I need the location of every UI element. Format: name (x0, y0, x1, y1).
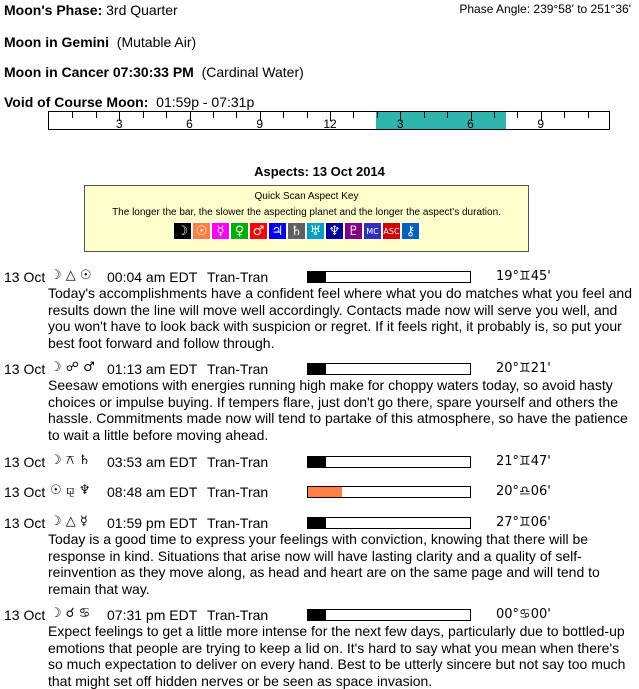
aspect-description: Today is a good time to express your feelings with conviction, knowing that there will be response in kind. Situations that arise now will have lasting clarity and a quality of self-reinvention as they move along, as head and heart are on the same page and will tend to remain that way. (48, 531, 600, 597)
aspect-key-icon: ♆ (325, 222, 344, 240)
aspect-key-icons (173, 222, 420, 240)
timeline-tick (588, 112, 589, 118)
timeline-tick (424, 112, 425, 118)
aspect-duration-fill (308, 457, 326, 467)
aspect-date: 13 Oct (4, 361, 46, 377)
aspect-glyph: ☉ ⚼ ♆ (50, 483, 91, 498)
moon-in-cancer-value: (Cardinal Water) (201, 64, 304, 80)
moon-phase-line (4, 2, 178, 18)
aspect-time: 01:13 am EDT (107, 361, 198, 377)
timeline-tick (143, 112, 144, 118)
aspect-date: 13 Oct (4, 269, 46, 285)
timeline-label: 9 (537, 117, 545, 131)
aspect-description: Seesaw emotions with energies running high make for choppy waters today, so avoid hasty choices or impulse buying. If tempers flare, just don't go there, spare yourself and others the hassle. Commitments made now will tend to partake of this atmosphere, so have the patience to wait a little before moving ahead. (48, 377, 628, 443)
timeline-tick (307, 112, 308, 118)
aspect-position: 27°♊06' (496, 515, 551, 530)
aspect-time: 07:31 pm EDT (107, 607, 198, 623)
aspect-description: Expect feelings to get a little more intense for the next few days, particularly due to bottled-up emotions that people are trying to keep a lid on. It's hard to say what you mean when there's so much expectation to deliver on every hand. Best to be utterly sincere but not say too much that might set off hidden nerves or be seen as space invasion. (48, 623, 626, 689)
aspect-glyph: ☽ △ ☉ (50, 268, 92, 283)
aspect-key-icon: ♀ (230, 222, 249, 240)
aspect-date: 13 Oct (4, 607, 46, 623)
timeline-label: 6 (186, 117, 193, 131)
timeline-tick (283, 112, 284, 118)
moon-in-gemini-line (4, 34, 196, 50)
aspect-key-subtitle: The longer the bar, the slower the aspecting planet and the longer the aspect's duration. (112, 207, 501, 218)
timeline-tick (213, 112, 214, 118)
timeline-tick (377, 112, 378, 118)
void-of-course-line (4, 94, 254, 110)
timeline-label: 9 (256, 117, 264, 131)
void-of-course-span (376, 112, 506, 129)
aspect-key-icon: ⚷ (401, 222, 420, 240)
aspect-key-icon: ♇ (344, 222, 363, 240)
quick-scan-aspect-key (84, 185, 529, 252)
timeline-tick (96, 112, 97, 118)
timeline-label: 3 (396, 117, 404, 131)
moon-in-gemini-label: Moon in Gemini (4, 34, 109, 50)
aspect-type: Tran-Tran (207, 607, 269, 623)
aspect-glyph: ☽ △ ☿ (50, 514, 88, 529)
aspect-key-icon: ♄ (287, 222, 306, 240)
aspect-position: 21°♊47' (496, 454, 551, 469)
aspect-duration-bar (307, 456, 471, 468)
aspect-type: Tran-Tran (207, 515, 269, 531)
timeline-tick (517, 112, 518, 118)
aspect-position: 00°♋00' (496, 607, 551, 622)
aspect-key-icon: ♂ (249, 222, 268, 240)
aspect-duration-fill (308, 518, 326, 528)
aspects-title: Aspects: 13 Oct 2014 (254, 164, 385, 179)
aspect-type: Tran-Tran (207, 484, 269, 500)
aspect-date: 13 Oct (4, 454, 46, 470)
aspect-key-title: Quick Scan Aspect Key (254, 191, 359, 202)
timeline-tick (447, 112, 448, 118)
aspect-time: 08:48 am EDT (107, 484, 198, 500)
aspect-position: 19°♊45' (496, 269, 551, 284)
timeline-tick (353, 112, 354, 118)
aspect-type: Tran-Tran (207, 269, 269, 285)
aspect-duration-fill (308, 364, 326, 374)
phase-angle: Phase Angle: 239°58' to 251°36' (459, 2, 631, 16)
aspect-duration-fill (308, 487, 342, 497)
timeline-label: 3 (115, 117, 123, 131)
aspect-key-icon: ASC (382, 222, 401, 240)
aspect-key-icon: ♃ (268, 222, 287, 240)
moon-in-cancer-line (4, 64, 304, 80)
aspect-date: 13 Oct (4, 484, 46, 500)
aspect-description: Today's accomplishments have a confident feel where what you do matches what you feel and results down the line will move well accordingly. Contacts made now will serve you well, and you won't have to look back with suspicion or regret. If it feels right, it probably is, so put your best foot forward and follow through. (48, 285, 633, 351)
aspect-date: 13 Oct (4, 515, 46, 531)
aspect-glyph: ☽ ☌ ♋ (50, 606, 91, 621)
aspect-type: Tran-Tran (207, 361, 269, 377)
moon-phase-label: Moon's Phase: (4, 2, 103, 18)
timeline-tick (166, 112, 167, 118)
aspect-duration-bar (307, 271, 471, 283)
aspect-duration-bar (307, 517, 471, 529)
aspect-time: 01:59 pm EDT (107, 515, 198, 531)
void-of-course-timeline (48, 111, 610, 130)
aspect-glyph: ☽ ☍ ♂ (50, 360, 95, 375)
aspect-type: Tran-Tran (207, 454, 269, 470)
timeline-label: 6 (467, 117, 474, 131)
aspect-key-icon: MC (363, 222, 382, 240)
timeline-tick (494, 112, 495, 118)
aspect-glyph: ☽ ⚻ ♄ (50, 453, 91, 468)
void-of-course-value: 01:59p - 07:31p (156, 94, 255, 110)
aspect-time: 00:04 am EDT (107, 269, 198, 285)
moon-in-cancer-label: Moon in Cancer 07:30:33 PM (4, 64, 194, 80)
aspect-key-icon: ☿ (211, 222, 230, 240)
aspect-key-icon: ☽ (173, 222, 192, 240)
aspect-duration-fill (308, 272, 326, 282)
aspect-position: 20°♎06' (496, 484, 551, 499)
timeline-tick (236, 112, 237, 118)
moon-phase-value: 3rd Quarter (106, 2, 178, 18)
aspect-duration-bar (307, 609, 471, 621)
aspect-position: 20°♊21' (496, 361, 551, 376)
moon-in-gemini-value: (Mutable Air) (116, 34, 197, 50)
timeline-tick (564, 112, 565, 118)
aspect-key-icon: ☉ (192, 222, 211, 240)
timeline-tick (72, 112, 73, 118)
void-of-course-label: Void of Course Moon: (4, 94, 149, 110)
aspect-duration-bar (307, 486, 471, 498)
aspect-duration-bar (307, 363, 471, 375)
timeline-label: 12 (323, 117, 337, 131)
aspect-time: 03:53 am EDT (107, 454, 198, 470)
aspect-key-icon: ♅ (306, 222, 325, 240)
aspect-duration-fill (308, 610, 326, 620)
